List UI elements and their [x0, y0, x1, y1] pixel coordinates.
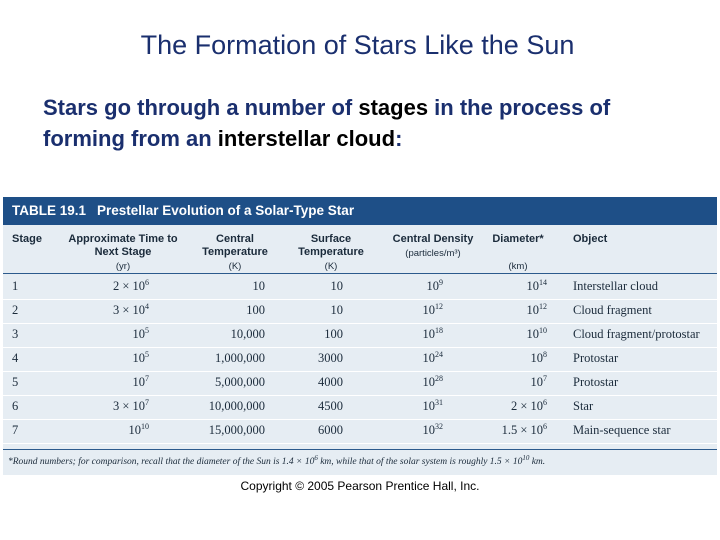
column-header-stage: Stage	[12, 233, 42, 245]
cell-time: $3 \times 10^4$	[112, 302, 149, 317]
column-header-density: Central Density (particles/m³)	[383, 233, 483, 260]
table-row	[3, 275, 717, 300]
cell-central-temp: 1,000,000	[215, 351, 265, 365]
table-caption: Prestellar Evolution of a Solar-Type Star	[97, 203, 355, 218]
cell-object: Protostar	[573, 351, 619, 365]
cell-object: Cloud fragment	[573, 303, 652, 317]
column-header-object: Object	[573, 233, 608, 245]
column-unit-density: (particles/m³)	[405, 248, 461, 259]
table-row	[3, 347, 717, 372]
cell-diameter: $2 \times 10^6$	[510, 398, 547, 413]
table-label: TABLE 19.1	[12, 203, 87, 218]
cell-time: $10^7$	[132, 374, 149, 389]
cell-density: $10^{24}$	[422, 350, 443, 365]
cell-stage: 6	[12, 399, 19, 413]
cell-stage: 2	[12, 303, 19, 317]
footnote-divider	[3, 449, 717, 450]
cell-central-temp: 10,000	[230, 327, 265, 341]
intro-text	[43, 92, 693, 154]
intro-part-2: in the process of forming from an	[43, 95, 611, 151]
cell-diameter: $10^7$	[530, 374, 547, 389]
table-row	[3, 323, 717, 348]
cell-time: $10^{10}$	[128, 422, 149, 437]
cell-object: Cloud fragment/protostar	[573, 327, 700, 341]
cell-density: $10^{12}$	[422, 302, 443, 317]
copyright-notice: Copyright © 2005 Pearson Prentice Hall, Inc.	[240, 479, 480, 493]
table-title-bar	[3, 197, 717, 225]
cell-density: $10^{28}$	[422, 374, 443, 389]
cell-time: $2 \times 10^6$	[112, 278, 149, 293]
intro-emphasis-cloud: interstellar cloud	[217, 126, 396, 151]
cell-surface-temp: 4000	[318, 375, 343, 389]
cell-stage: 4	[12, 351, 19, 365]
column-unit-diameter: (km)	[508, 261, 528, 272]
cell-object: Protostar	[573, 375, 619, 389]
intro-part-3: :	[395, 126, 403, 151]
table-footnote: *Round numbers; for comparison, recall that the diameter of the Sun is $1.4 \times 10^6$ km, while that of the solar system is roughly $1.5 \times 10^{10}$ km.	[8, 454, 546, 468]
cell-diameter: $10^8$	[530, 350, 547, 365]
cell-central-temp: 15,000,000	[208, 423, 265, 437]
cell-stage: 5	[12, 375, 19, 389]
cell-surface-temp: 3000	[318, 351, 343, 365]
prestellar-evolution-table	[3, 197, 717, 475]
cell-time: $10^5$	[132, 326, 149, 341]
header-divider	[3, 273, 717, 274]
cell-diameter: $10^{12}$	[526, 302, 547, 317]
cell-density: $10^{32}$	[422, 422, 443, 437]
cell-diameter: $10^{14}$	[526, 278, 547, 293]
column-unit-surface-temp: (K)	[324, 261, 338, 272]
table-row	[3, 419, 717, 444]
cell-object: Star	[573, 399, 594, 413]
cell-object: Interstellar cloud	[573, 279, 659, 293]
cell-surface-temp: 4500	[318, 399, 343, 413]
column-unit-central-temp: (K)	[228, 261, 242, 272]
cell-diameter: $10^{10}$	[526, 326, 547, 341]
cell-central-temp: 100	[246, 303, 265, 317]
column-header-surface-temp: Surface Temperature (K)	[289, 233, 373, 273]
table-row	[3, 371, 717, 396]
cell-diameter: $1.5 \times 10^6$	[501, 422, 547, 437]
cell-time: $10^5$	[132, 350, 149, 365]
cell-central-temp: 5,000,000	[215, 375, 265, 389]
table-row	[3, 299, 717, 324]
intro-part-1: Stars go through a number of	[43, 95, 359, 120]
cell-object: Main-sequence star	[573, 423, 671, 437]
cell-stage: 3	[12, 327, 19, 341]
cell-time: $3 \times 10^7$	[112, 398, 149, 413]
cell-stage: 7	[12, 423, 19, 437]
cell-surface-temp: 10	[330, 303, 343, 317]
cell-density: $10^{18}$	[422, 326, 443, 341]
cell-stage: 1	[12, 279, 19, 293]
cell-density: $10^{31}$	[422, 398, 443, 413]
cell-central-temp: 10,000,000	[208, 399, 265, 413]
column-header-time: Approximate Time to Next Stage (yr)	[61, 233, 185, 273]
cell-central-temp: 10	[252, 279, 265, 293]
slide-title: The Formation of Stars Like the Sun	[140, 30, 575, 60]
cell-density: $10^9$	[426, 278, 443, 293]
column-unit-time: (yr)	[115, 261, 131, 272]
column-header-central-temp: Central Temperature (K)	[193, 233, 277, 273]
cell-surface-temp: 10	[330, 279, 343, 293]
table-row	[3, 395, 717, 420]
column-header-diameter: Diameter* (km)	[483, 233, 553, 273]
cell-surface-temp: 100	[324, 327, 343, 341]
intro-emphasis-stages: stages	[358, 95, 429, 120]
cell-surface-temp: 6000	[318, 423, 343, 437]
